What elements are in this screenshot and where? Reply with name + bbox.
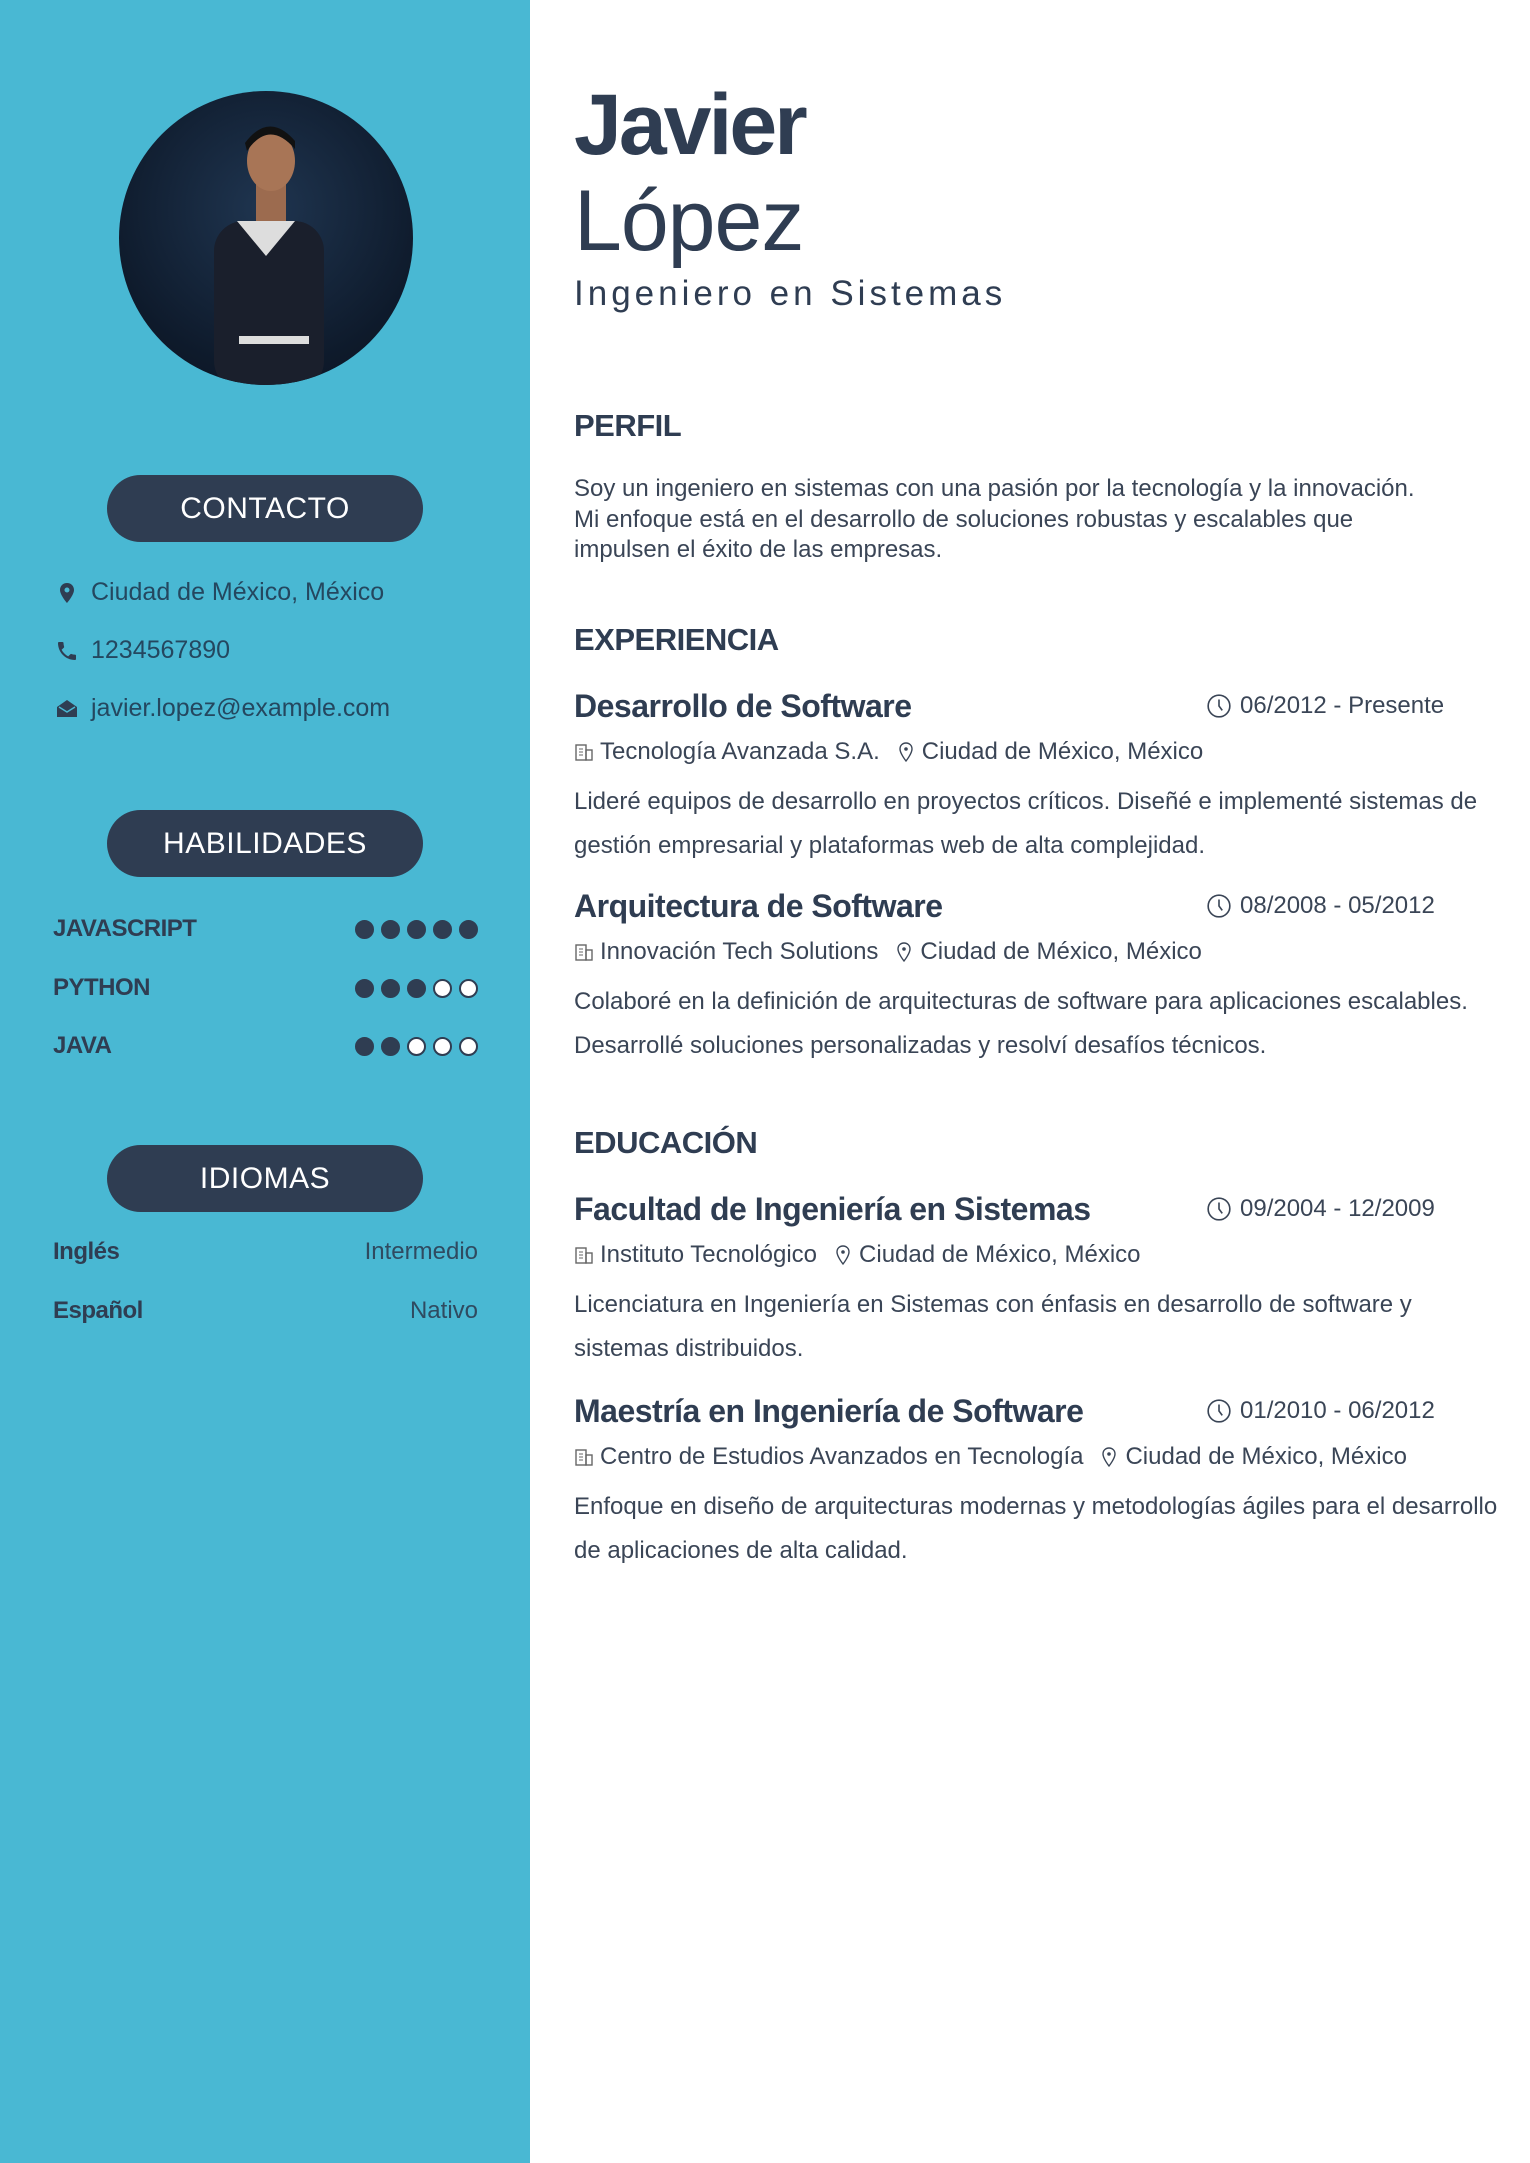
filled-dot [407,979,426,998]
skill-item [53,915,478,943]
skill-rating [355,920,478,939]
location-pin-icon [1099,1446,1119,1468]
contact-email [55,694,390,723]
contact-email-text: javier.lopez@example.com [91,694,391,722]
clock-icon [1206,1196,1232,1222]
skill-rating [355,979,478,998]
building-icon [574,1447,594,1467]
sidebar [0,0,530,2163]
organization: Instituto Tecnológico [600,1241,818,1268]
experience-meta [574,738,1203,766]
education-meta [574,1241,1141,1269]
experience-description: Colaboré en la definición de arquitecturas de software para aplicaciones escalables. Desarrollé soluciones personalizadas y resolví desafíos técnicos. [574,988,1468,1059]
phone-icon [55,639,79,663]
language-level: Intermedio [364,1238,478,1265]
filled-dot [355,1037,374,1056]
location: Ciudad de México, México [859,1241,1141,1268]
skill-name: JAVA [53,1032,112,1059]
education-title: Facultad de Ingeniería en Sistemas [574,1191,1091,1227]
job-role: Ingeniero en Sistemas [574,274,1007,313]
date-text: 06/2012 - Presente [1240,692,1445,719]
envelope-icon [55,697,79,721]
organization: Tecnología Avanzada S.A. [600,738,880,765]
empty-dot [407,1037,426,1056]
languages-heading: IDIOMAS [107,1145,423,1212]
filled-dot [381,1037,400,1056]
education-description: Licenciatura en Ingeniería en Sistemas con énfasis en desarrollo de software y sistemas distribuidos. [574,1291,1412,1362]
contact-phone [55,636,230,665]
skill-name: PYTHON [53,974,151,1001]
profile-line: Mi enfoque está en el desarrollo de soluciones robustas y escalables que [574,505,1354,533]
education-description: Enfoque en diseño de arquitecturas modernas y metodologías ágiles para el desarrollo de aplicaciones de alta calidad. [574,1493,1498,1564]
skill-rating [355,1037,478,1056]
location: Ciudad de México, México [921,738,1204,765]
profile-heading: PERFIL [574,408,682,443]
organization: Centro de Estudios Avanzados en Tecnología [600,1443,1084,1470]
experience-title: Arquitectura de Software [574,888,943,924]
building-icon [574,942,594,962]
building-icon [574,1245,594,1265]
education-title: Maestría en Ingeniería de Software [574,1393,1084,1429]
location: Ciudad de México, México [920,938,1202,965]
language-level: Nativo [409,1297,478,1324]
experience-heading: EXPERIENCIA [574,622,779,657]
experience-date [1206,692,1444,720]
filled-dot [381,920,400,939]
empty-dot [433,979,452,998]
language-item [53,1297,478,1325]
empty-dot [433,1037,452,1056]
empty-dot [459,1037,478,1056]
date-text: 01/2010 - 06/2012 [1240,1397,1435,1424]
location-pin-icon [894,941,914,963]
building-icon [574,742,594,762]
filled-dot [381,979,400,998]
date-text: 08/2008 - 05/2012 [1240,892,1435,919]
last-name: López [574,173,804,269]
education-date [1206,1195,1435,1223]
filled-dot [407,920,426,939]
profile-line: Soy un ingeniero en sistemas con una pasión por la tecnología y la innovación. [574,475,1415,502]
organization: Innovación Tech Solutions [600,938,879,965]
filled-dot [355,920,374,939]
contact-heading: CONTACTO [107,475,423,542]
profile-text [574,474,1494,566]
experience-meta [574,938,1202,966]
language-name: Español [53,1297,143,1324]
first-name: Javier [574,77,805,173]
location: Ciudad de México, México [1125,1443,1407,1470]
contact-phone-text: 1234567890 [91,636,231,664]
location-pin-icon [833,1244,853,1266]
location-pin-icon [55,581,79,605]
education-heading: EDUCACIÓN [574,1125,758,1160]
clock-icon [1206,893,1232,919]
date-text: 09/2004 - 12/2009 [1240,1195,1435,1222]
experience-description: Lideré equipos de desarrollo en proyectos críticos. Diseñé e implementé sistemas de gestión empresarial y plataformas web de alta complejidad. [574,788,1478,859]
empty-dot [459,979,478,998]
education-date [1206,1397,1435,1425]
experience-title: Desarrollo de Software [574,688,912,724]
skill-item [53,974,478,1002]
filled-dot [355,979,374,998]
contact-location-text: Ciudad de México, México [91,578,385,606]
clock-icon [1206,693,1232,719]
language-item [53,1238,478,1266]
skill-item [53,1032,478,1060]
contact-location [55,578,384,607]
filled-dot [459,920,478,939]
location-pin-icon [896,741,916,763]
skills-heading: HABILIDADES [107,810,423,877]
education-meta [574,1443,1407,1471]
skill-name: JAVASCRIPT [53,915,197,942]
language-name: Inglés [53,1238,120,1265]
profile-photo [119,91,413,385]
clock-icon [1206,1398,1232,1424]
profile-line: impulsen el éxito de las empresas. [574,536,943,563]
experience-date [1206,892,1435,920]
filled-dot [433,920,452,939]
